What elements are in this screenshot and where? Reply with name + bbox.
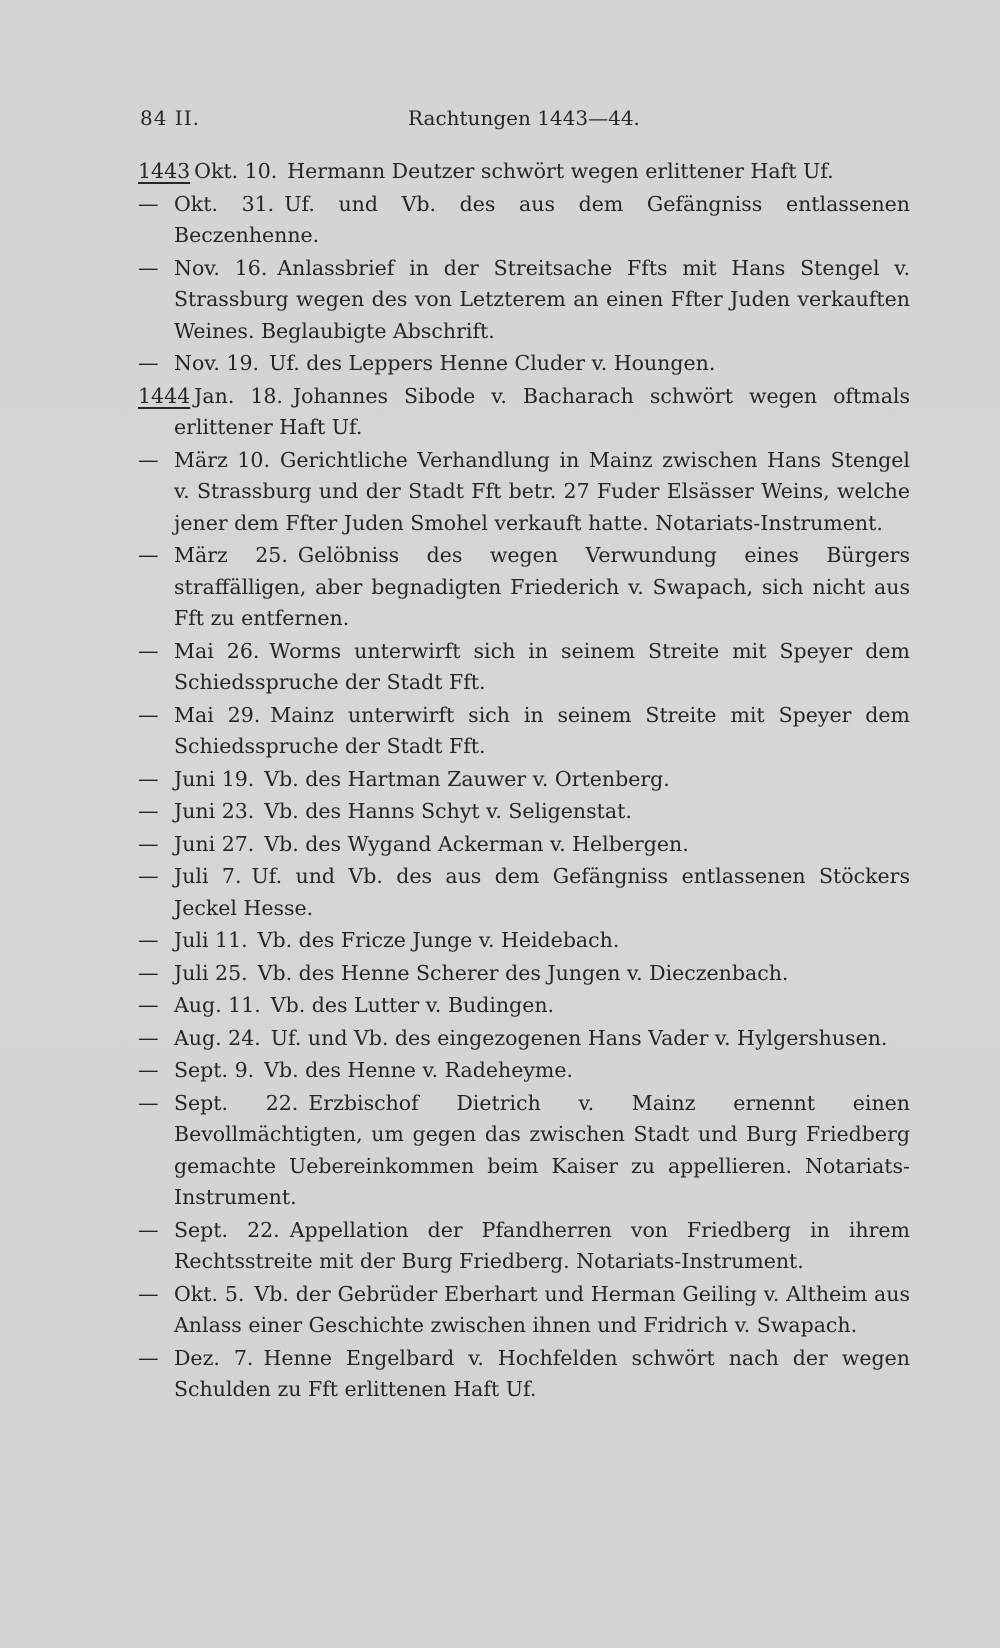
calendar-entry [138, 990, 910, 1022]
entry-text: Vb. des Fricze Junge v. Heidebach. [257, 928, 620, 952]
calendar-entry [138, 1088, 910, 1214]
ditto-dash: — [138, 1345, 159, 1370]
entry-date: Juni 27. [174, 831, 255, 856]
entry-text: Uf. und Vb. des aus dem Gefängniss entlassenen Beczenhenne. [174, 191, 910, 247]
entry-text: Vb. des Wygand Ackerman v. Helbergen. [264, 831, 689, 856]
entry-date: Aug. 24. [174, 1025, 261, 1050]
calendar-entry [138, 253, 910, 348]
ditto-dash: — [138, 766, 159, 791]
calendar-entry [138, 861, 910, 924]
entry-date: Juni 19. [174, 766, 255, 791]
entry-text: Anlassbrief in der Streitsache Ffts mit Hans Stengel v. Strassburg wegen des von Letzterem an einen Ffter Juden verkauften Weines. Beglaubigte Abschrift. [174, 255, 910, 343]
ditto-dash: — [138, 1058, 159, 1082]
entry-date: Juni 23. [174, 799, 255, 823]
ditto-dash: — [138, 638, 159, 663]
entry-date: Sept. 22. [174, 1217, 280, 1242]
calendar-entry [138, 925, 910, 957]
entry-date: Jan. 18. [194, 383, 283, 408]
ditto-dash: — [138, 799, 159, 823]
calendar-entry [138, 958, 910, 990]
entry-text: Vb. des Henne Scherer des Jungen v. Dieczenbach. [257, 960, 789, 985]
ditto-dash: — [138, 1090, 159, 1115]
entry-date: März 25. [174, 543, 288, 567]
ditto-dash: — [138, 831, 159, 856]
ditto-dash: — [138, 1025, 159, 1050]
entry-text: Gerichtliche Verhandlung in Mainz zwischen Hans Stengel v. Strassburg und der Stadt Fft betr. 27 Fuder Elsässer Weins, welche jener dem Ffter Juden Smohel verkauft hatte. Notariats-Instrument. [174, 447, 910, 535]
entry-date: Okt. 5. [174, 1281, 245, 1306]
calendar-entry [138, 445, 910, 540]
page-number: 84 II. [140, 106, 200, 130]
entry-text: Vb. des Henne v. Radeheyme. [264, 1058, 574, 1082]
calendar-entry [138, 156, 910, 188]
ditto-dash: — [138, 543, 159, 567]
entry-text: Vb. des Hartman Zauwer v. Ortenberg. [264, 766, 670, 791]
entry-date: Nov. 16. [174, 255, 268, 280]
entry-date: Mai 29. [174, 702, 261, 727]
calendar-entry [138, 189, 910, 252]
calendar-entry [138, 796, 910, 828]
calendar-entry [138, 700, 910, 763]
entry-date: Sept. 22. [174, 1090, 299, 1115]
entry-text: Uf. und Vb. des aus dem Gefängniss entlassenen Stöckers Jeckel Hesse. [174, 864, 910, 920]
calendar-entry [138, 1343, 910, 1406]
entry-text: Vb. der Gebrüder Eberhart und Herman Geiling v. Altheim aus Anlass einer Geschichte zwischen ihnen und Fridrich v. Swapach. [174, 1281, 911, 1337]
calendar-entry [138, 540, 910, 635]
entry-date: Aug. 11. [174, 993, 261, 1017]
calendar-entry [138, 1215, 910, 1278]
calendar-entry [138, 764, 910, 796]
entry-text: Appellation der Pfandherren von Friedberg in ihrem Rechtsstreite mit der Burg Friedberg. Notariats-Instrument. [174, 1217, 910, 1273]
entry-year: 1444 [138, 383, 191, 408]
ditto-dash: — [138, 928, 159, 952]
entry-text: Mainz unterwirft sich in seinem Streite mit Speyer dem Schiedsspruche der Stadt Fft. [174, 702, 910, 758]
entry-text: Worms unterwirft sich in seinem Streite mit Speyer dem Schiedsspruche der Stadt Fft. [174, 638, 910, 694]
entry-date: Mai 26. [174, 638, 260, 663]
entry-date: Juli 7. [174, 864, 242, 888]
entry-date: Okt. 10. [194, 159, 278, 183]
calendar-entry [138, 1279, 910, 1342]
ditto-dash: — [138, 960, 159, 985]
ditto-dash: — [138, 702, 159, 727]
calendar-entry [138, 1023, 910, 1055]
entry-date: Juli 11. [174, 928, 248, 952]
entry-date: März 10. [174, 447, 270, 472]
entry-date: Juli 25. [174, 960, 248, 985]
entry-date: Okt. 31. [174, 191, 275, 216]
page-header [140, 106, 900, 142]
ditto-dash: — [138, 351, 159, 375]
calendar-entry [138, 829, 910, 861]
entry-list [138, 156, 910, 1407]
entry-text: Uf. und Vb. des eingezogenen Hans Vader v. Hylgershusen. [270, 1025, 888, 1050]
entry-text: Vb. des Lutter v. Budingen. [270, 993, 555, 1017]
entry-text: Erzbischof Dietrich v. Mainz ernennt einen Bevollmächtigten, um gegen das zwischen Stadt und Burg Friedberg gemachte Uebereinkommen beim Kaiser zu appellieren. Notariats-Instrument. [174, 1090, 911, 1209]
entry-text: Gelöbniss des wegen Verwundung eines Bürgers straffälligen, aber begnadigten Friederich v. Swapach, sich nicht aus Fft zu entfernen. [174, 543, 911, 630]
calendar-entry [138, 381, 910, 444]
ditto-dash: — [138, 191, 159, 216]
entry-text: Hermann Deutzer schwört wegen erlittener Haft Uf. [287, 159, 834, 183]
entry-text: Uf. des Leppers Henne Cluder v. Houngen. [269, 351, 716, 375]
calendar-entry [138, 348, 910, 380]
ditto-dash: — [138, 1281, 159, 1306]
ditto-dash: — [138, 447, 159, 472]
entry-date: Nov. 19. [174, 351, 260, 375]
ditto-dash: — [138, 255, 159, 280]
entry-text: Johannes Sibode v. Bacharach schwört wegen oftmals erlittener Haft Uf. [174, 383, 911, 439]
entry-date: Dez. 7. [174, 1345, 254, 1370]
entry-date: Sept. 9. [174, 1058, 255, 1082]
ditto-dash: — [138, 993, 159, 1017]
ditto-dash: — [138, 864, 159, 888]
calendar-entry [138, 1055, 910, 1087]
ditto-dash: — [138, 1217, 159, 1242]
entry-text: Henne Engelbard v. Hochfelden schwört nach der wegen Schulden zu Fft erlittenen Haft Uf. [174, 1345, 910, 1401]
running-title: Rachtungen 1443—44. [408, 106, 640, 130]
calendar-entry [138, 636, 910, 699]
entry-year: 1443 [138, 159, 191, 183]
entry-text: Vb. des Hanns Schyt v. Seligenstat. [264, 799, 632, 823]
